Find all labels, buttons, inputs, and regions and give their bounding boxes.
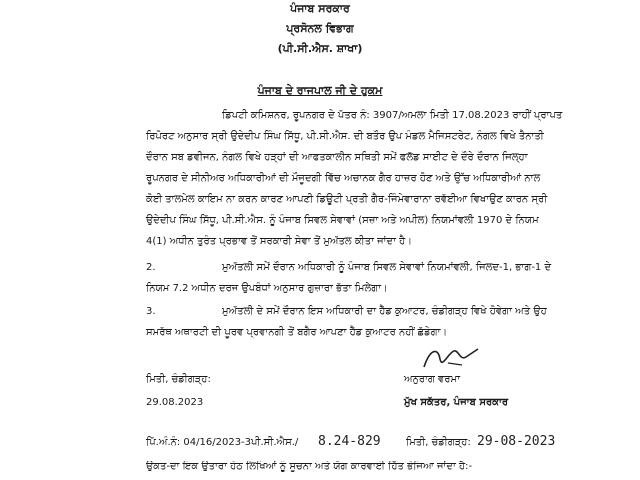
header-government: ਪੰਜਾਬ ਸਰਕਾਰ: [290, 2, 350, 15]
endorsement-ref-handwritten: 8.24-829: [318, 434, 381, 449]
item3-line: ਮੁਅੱਤਲੀ ਦੇ ਸਮੇਂ ਦੌਰਾਨ ਇਸ ਅਧਿਕਾਰੀ ਦਾ ਹੈੱਡ ਕੁਆਟਰ, ਚੰਡੀਗੜ੍ਹ ਵਿਖੇ ਹੋਵੇਗਾ ਅਤੇ ਉਹ: [222, 306, 547, 317]
header-branch: (ਪੀ.ਸੀ.ਐਸ. ਸ਼ਾਖਾ): [277, 42, 363, 55]
item2-number: 2.: [146, 262, 156, 273]
endorsement-date-label: ਮਿਤੀ, ਚੰਡੀਗੜ੍ਹ:: [406, 437, 471, 448]
para1-line: ਡਿਪਟੀ ਕਮਿਸ਼ਨਰ, ਰੂਪਨਗਰ ਦੇ ਪੱਤਰ ਨੰ: 3907/ਅਮਲਾ ਮਿਤੀ 17.08.2023 ਰਾਹੀਂ ਪ੍ਰਾਪਤ: [222, 110, 563, 121]
para1-line: ਉਦੇਦੀਪ ਸਿੰਘ ਸਿੱਧੂ, ਪੀ.ਸੀ.ਐਸ. ਨੂੰ ਪੰਜਾਬ ਸਿਵਲ ਸੇਵਾਵਾਂ (ਸਜ਼ਾ ਅਤੇ ਅਪੀਲ) ਨਿਯਮਾਂਵਲੀ 1970 ਦੇ ਨਿਯਮ: [146, 215, 539, 226]
endorsement-note: ਉਕਤ-ਦਾ ਇਕ ਉਤਾਰਾ ਹੇਠ ਲਿਖਿਆਂ ਨੂੰ ਸੂਚਨਾ ਅਤੇ ਯੋਗ ਕਾਰਵਾਈ ਹਿੱਤ ਭੇਜਿਆ ਜਾਂਦਾ ਹੈ:-: [146, 461, 473, 472]
para1-line: ਰਿਪੋਰਟ ਅਨੁਸਾਰ ਸ੍ਰੀ ਉਦੇਦੀਪ ਸਿੰਘ ਸਿੱਧੂ, ਪੀ.ਸੀ.ਐਸ. ਦੀ ਬਤੌਰ ਉਪ ਮੰਡਲ ਮੈਜਿਸਟਰੇਟ, ਨੰਗਲ ਵਿਖੇ ਤੈਨਾਤੀ: [146, 131, 544, 142]
endorsement-ref: ਪਿੱ.ਅੰ.ਨੰ: 04/16/2023-3ਪੀ.ਸੀ.ਐਸ./: [146, 437, 299, 448]
para1-line: 4(1) ਅਧੀਨ ਤੁਰੰਤ ਪ੍ਰਭਾਵ ਤੋਂ ਸਰਕਾਰੀ ਸੇਵਾ ਤੋਂ ਮੁਅੱਤਲ ਕੀਤਾ ਜਾਂਦਾ ਹੈ।: [146, 236, 413, 247]
item3-number: 3.: [146, 306, 156, 317]
item2-line: ਮੁਅੱਤਲੀ ਸਮੇਂ ਦੌਰਾਨ ਅਧਿਕਾਰੀ ਨੂੰ ਪੰਜਾਬ ਸਿਵਲ ਸੇਵਾਵਾਂ ਨਿਯਮਾਂਵਲੀ, ਜਿਲਦ-1, ਭਾਗ-1 ਦੇ: [222, 262, 552, 273]
signatory-designation: ਮੁੱਖ ਸਕੱਤਰ, ਪੰਜਾਬ ਸਰਕਾਰ: [404, 397, 509, 408]
order-date: 29.08.2023: [146, 397, 204, 408]
header-department: ਪ੍ਰਸੋਨਲ ਵਿਭਾਗ: [286, 22, 354, 35]
signature-mark: [418, 343, 488, 373]
item3-line: ਸਮਰੱਥ ਅਥਾਰਟੀ ਦੀ ਪੂਰਵ ਪ੍ਰਵਾਨਗੀ ਤੋਂ ਬਗੈਰ ਆਪਣਾ ਹੈੱਡ ਕੁਆਟਰ ਨਹੀਂ ਛੱਡੇਗਾ।: [146, 327, 448, 338]
para1-line: ਰੂਪਨਗਰ ਦੇ ਸੀਨੀਅਰ ਅਧਿਕਾਰੀਆਂ ਦੀ ਮੌਜੂਦਗੀ ਵਿੱਚ ਅਚਾਨਕ ਗੈਰ ਹਾਜ਼ਰ ਹੋਣ ਅਤੇ ਉੱਚ ਅਧਿਕਾਰੀਆਂ ਨਾਲ: [146, 173, 541, 184]
para1-line: ਕੋਈ ਤਾਲਮੇਲ ਕਾਇਮ ਨਾ ਕਰਨ ਕਾਰਣ ਆਪਣੀ ਡਿਊਟੀ ਪ੍ਰਤੀ ਗੈਰ-ਜਿੰਮੇਵਾਰਾਨਾ ਰਵੱਈਆ ਵਿਖਾਉਣ ਕਾਰਨ ਸ੍ਰੀ: [146, 194, 548, 205]
item2-line: ਨਿਯਮ 7.2 ਅਧੀਨ ਦਰਜ ਉਪਬੰਧਾਂ ਅਨੁਸਾਰ ਗੁਜ਼ਾਰਾ ਭੱਤਾ ਮਿਲੇਗਾ।: [146, 283, 388, 294]
order-title: ਪੰਜਾਬ ਦੇ ਰਾਜਪਾਲ ਜੀ ਦੇ ਹੁਕਮ: [257, 84, 383, 97]
para1-line: ਦੌਰਾਨ ਸਬ ਡਵੀਜਨ, ਨੰਗਲ ਵਿਖੇ ਹੜ੍ਹਾਂ ਦੀ ਆਫਤਕਾਲੀਨ ਸਥਿਤੀ ਸਮੇਂ ਫਲੱਡ ਸਾਈਟ ਦੇ ਦੌਰੇ ਦੌਰਾਨ ਜਿਲ੍ਹਾ: [146, 152, 528, 163]
endorsement-date-handwritten: 29-08-2023: [477, 434, 556, 449]
place-label: ਮਿਤੀ, ਚੰਡੀਗੜ੍ਹ:: [146, 374, 211, 385]
signatory-name: ਅਨੁਰਾਗ ਵਰਮਾ: [404, 374, 460, 385]
